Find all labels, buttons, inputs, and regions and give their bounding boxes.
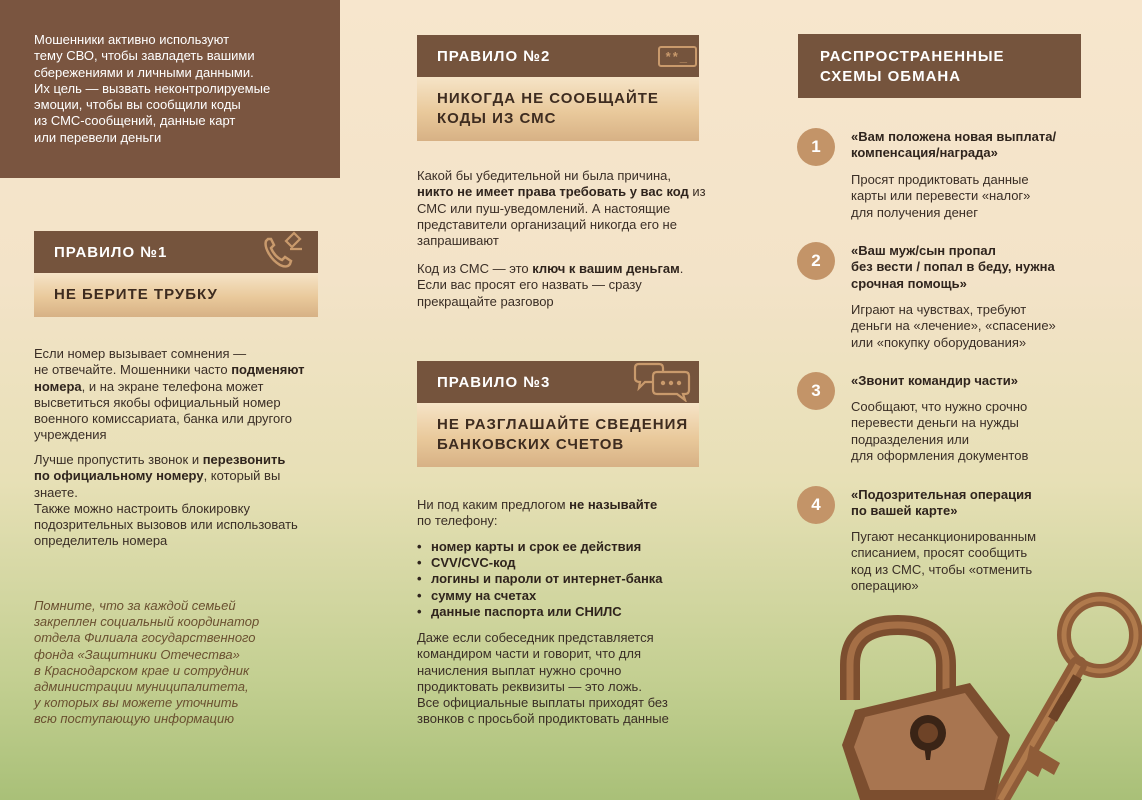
text-line: по телефону: xyxy=(417,513,498,529)
rule2-header xyxy=(417,35,699,77)
note-line: закреплен социальный координатор xyxy=(34,614,260,630)
text-span: из xyxy=(688,184,706,200)
rule1-card xyxy=(34,231,318,317)
note-line: у которых вы можете уточнить xyxy=(34,695,239,711)
note-line: отдела Филиала государственного xyxy=(34,630,256,646)
text-line: командиром части и говорит, что для xyxy=(417,646,642,662)
password-icon-text: **_ xyxy=(658,46,697,67)
title-line: компенсация/награда» xyxy=(851,145,998,161)
note-line: фонда «Защитники Отечества» xyxy=(34,646,240,662)
note-line: всю поступающую информацию xyxy=(34,711,234,727)
list-item: • логины и пароли от интернет-банка xyxy=(417,571,707,587)
text-span: Ни под каким предлогом xyxy=(417,497,570,512)
scheme-1-text xyxy=(851,172,1030,221)
bold-span: перезвонить xyxy=(202,452,286,467)
list-item: • данные паспорта или СНИЛС xyxy=(417,604,707,620)
text-line: Какой бы убедительной ни была причина, xyxy=(417,168,671,183)
intro-line: тему СВО, чтобы завладеть вашими xyxy=(34,48,255,64)
rule1-paragraph-2 xyxy=(34,452,324,550)
rule3-title-line: НЕ РАЗГЛАШАЙТЕ СВЕДЕНИЯ xyxy=(437,416,689,433)
title-line: по вашей карте» xyxy=(851,503,958,519)
rule1-header xyxy=(34,231,318,273)
coordinator-note xyxy=(34,598,324,728)
list-item: • CVV/CVC-код xyxy=(417,555,707,571)
scheme-number-4: 4 xyxy=(797,486,835,524)
text-line: высветиться якобы официальный номер xyxy=(34,394,281,410)
rule1-paragraph-1 xyxy=(34,346,324,444)
title-line: «Звонит командир части» xyxy=(851,373,1018,388)
title-line: без вести / попал в беду, нужна xyxy=(851,259,1055,275)
rule3-header xyxy=(417,361,699,403)
text-line: определитель номера xyxy=(34,533,168,549)
rule3-tail xyxy=(417,630,717,728)
heading-line: СХЕМЫ ОБМАНА xyxy=(820,67,962,85)
text-line: военного комиссариата, банка или другого xyxy=(34,411,292,427)
schemes-heading xyxy=(798,34,1081,98)
padlock-and-key-illustration xyxy=(820,585,1142,800)
text-span: не отвечайте. Мошенники часто xyxy=(34,362,232,378)
intro-line: из СМС-сообщений, данные карт xyxy=(34,113,236,129)
bold-span: никто не имеет права требовать у вас код xyxy=(417,184,689,200)
heading-line: РАСПРОСТРАНЕННЫЕ xyxy=(820,48,1005,65)
scheme-3-text xyxy=(851,399,1028,464)
text-line: Также можно настроить блокировку xyxy=(34,500,250,516)
scheme-number-2: 2 xyxy=(797,242,835,280)
text-span: . xyxy=(679,261,684,276)
text-line: представители организаций никогда его не xyxy=(417,216,677,232)
text-line: списанием, просят сообщить xyxy=(851,545,1028,561)
text-line: деньги на «лечение», «спасение» xyxy=(851,318,1056,334)
bold-span: ключ к вашим деньгам xyxy=(532,261,680,276)
chat-bubbles-icon xyxy=(631,361,693,403)
text-line: продиктовать реквизиты — это ложь. xyxy=(417,678,642,694)
key-icon xyxy=(1000,599,1136,800)
text-line: Сообщают, что нужно срочно xyxy=(851,399,1028,414)
rule2-paragraph-2 xyxy=(417,261,707,310)
intro-line: Мошенники активно используют xyxy=(34,32,230,47)
title-line: «Подозрительная операция xyxy=(851,487,1032,502)
text-line: подразделения или xyxy=(851,431,969,447)
rule2-number: ПРАВИЛО №2 xyxy=(437,47,551,65)
scheme-2-title xyxy=(851,243,1055,292)
intro-block xyxy=(0,0,340,178)
rule3-title-box xyxy=(417,403,699,467)
note-line: в Краснодарском крае и сотрудник xyxy=(34,662,250,678)
text-line: запрашивают xyxy=(417,233,499,249)
scheme-number-3: 3 xyxy=(797,372,835,410)
text-line xyxy=(34,362,324,378)
text-line xyxy=(34,452,324,468)
text-line xyxy=(417,261,707,277)
rule2-card xyxy=(417,35,699,141)
scheme-3-title xyxy=(851,373,1018,389)
padlock-icon xyxy=(842,625,1010,800)
text-line: код из СМС, чтобы «отменить xyxy=(851,561,1033,577)
note-line: Помните, что за каждой семьей xyxy=(34,598,236,613)
scheme-number-1: 1 xyxy=(797,128,835,166)
scheme-2-text xyxy=(851,302,1056,351)
text-line: Даже если собеседник представляется xyxy=(417,630,654,645)
bold-span: номера xyxy=(34,378,82,394)
text-line: Если вас просят его назвать — сразу xyxy=(417,277,642,293)
text-span: , и на экране телефона может xyxy=(81,378,264,394)
rule3-number: ПРАВИЛО №3 xyxy=(437,373,551,391)
text-line: начисления выплат нужно срочно xyxy=(417,662,622,678)
rule3-card xyxy=(417,361,699,467)
text-line xyxy=(34,379,324,395)
rule1-title: НЕ БЕРИТЕ ТРУБКУ xyxy=(54,286,218,303)
rule2-paragraph-1 xyxy=(417,168,707,249)
rule1-title-box xyxy=(34,273,318,317)
rule1-number: ПРАВИЛО №1 xyxy=(54,243,168,261)
scheme-1-title xyxy=(851,129,1056,162)
intro-line: сбережениями и личными данными. xyxy=(34,64,254,80)
text-line: Если номер вызывает сомнения — xyxy=(34,346,247,361)
text-line: перевести деньги на нужды xyxy=(851,415,1019,431)
password-icon xyxy=(658,35,697,77)
rule2-title-line: НИКОГДА НЕ СООБЩАЙТЕ xyxy=(437,90,659,107)
text-line: Играют на чувствах, требуют xyxy=(851,302,1027,317)
text-line: подозрительных вызовов или использовать xyxy=(34,517,298,533)
text-span: Код из СМС — это xyxy=(417,261,533,276)
text-line: Все официальные выплаты приходят без xyxy=(417,695,668,711)
bold-span: подменяют xyxy=(231,362,305,378)
text-span: , который вы знаете. xyxy=(34,468,281,500)
rule2-title-box xyxy=(417,77,699,141)
rule3-lead xyxy=(417,497,707,530)
bold-span: не называйте xyxy=(569,497,658,512)
text-line: учреждения xyxy=(34,427,107,443)
phone-icon xyxy=(260,231,308,273)
note-line: администрации муниципалитета, xyxy=(34,679,249,695)
text-line: Пугают несанкционированным xyxy=(851,529,1037,544)
rule3-bullet-list xyxy=(417,539,707,620)
text-line xyxy=(417,497,707,513)
text-line: прекращайте разговор xyxy=(417,293,554,309)
text-span: Лучше пропустить звонок и xyxy=(34,452,203,467)
text-line: или «покупку оборудования» xyxy=(851,334,1027,350)
text-line: для получения денег xyxy=(851,204,978,220)
text-line: звонков с просьбой продиктовать данные xyxy=(417,711,669,727)
text-line xyxy=(34,468,324,501)
intro-line: Их цель — вызвать неконтролируемые xyxy=(34,80,271,96)
title-line: «Вам положена новая выплата/ xyxy=(851,129,1057,144)
text-line: операцию» xyxy=(851,577,919,593)
list-item: • сумму на счетах xyxy=(417,588,707,604)
text-line: Просят продиктовать данные xyxy=(851,172,1029,187)
scheme-4-title xyxy=(851,487,1032,520)
rule3-title-line: БАНКОВСКИХ СЧЕТОВ xyxy=(437,436,625,453)
text-line: карты или перевести «налог» xyxy=(851,188,1031,204)
text-line: для оформления документов xyxy=(851,447,1029,463)
rule2-title-line: КОДЫ ИЗ СМС xyxy=(437,110,557,127)
title-line: «Ваш муж/сын пропал xyxy=(851,243,996,258)
text-line: СМС или пуш-уведомлений. А настоящие xyxy=(417,200,671,216)
intro-line: эмоции, чтобы вы сообщили коды xyxy=(34,97,241,113)
bold-span: по официальному номеру xyxy=(34,468,204,484)
intro-line: или перевели деньги xyxy=(34,129,162,145)
list-item: • номер карты и срок ее действия xyxy=(417,539,707,555)
title-line: срочная помощь» xyxy=(851,275,967,291)
text-line xyxy=(417,184,707,200)
